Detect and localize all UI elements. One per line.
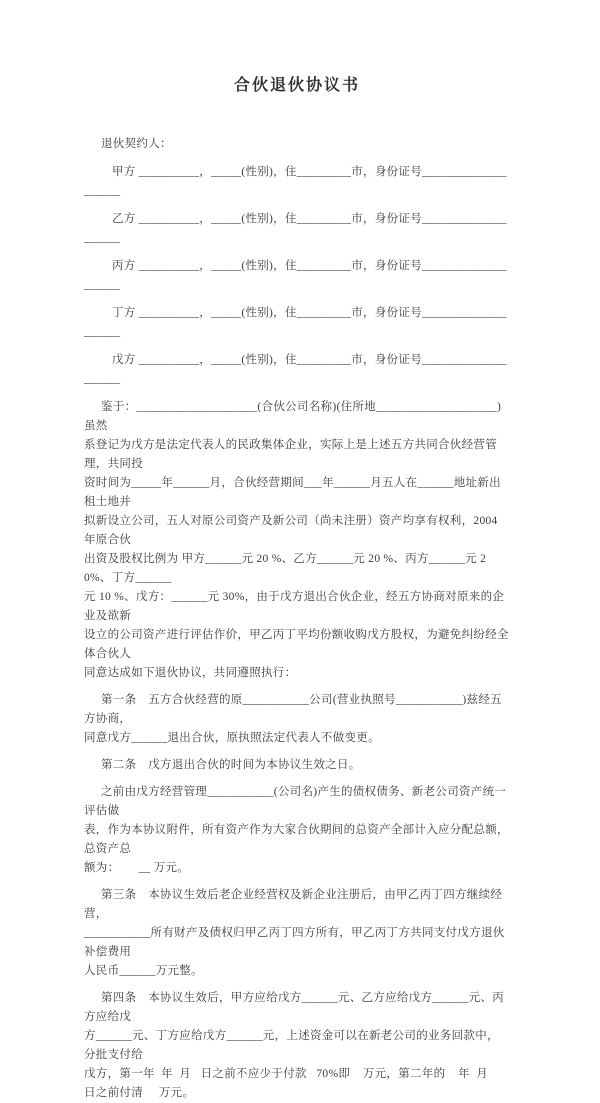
recitals-line: 拟新设立公司，五人对原公司资产及新公司（尚未注册）资产均享有权利，2004 年原合伙	[84, 515, 501, 546]
recitals-line: 元 10 %、戊方：______元 30%，由于戊方退出合伙企业，经五方协商对原来的企业及欲新	[84, 591, 505, 622]
clause-4-line: 日之前付清 万元。	[84, 1087, 195, 1099]
clause-2-line: 第二条 戊方退出合伙的时间为本协议生效之日。	[101, 759, 361, 771]
recitals-line: 系登记为戊方是法定代表人的民政集体企业，实际上是上述五方共同合伙经营管理，共同投	[84, 439, 497, 470]
clause-3-line: 第三条 本协议生效后老企业经营权及新企业注册后，由甲乙丙丁四方继续经营，	[84, 889, 503, 920]
recitals-line: 资时间为_____年______月，合伙经营期间___年______月五人在______地址新出租土地并	[84, 477, 501, 508]
clause-3-line: ___________所有财产及债权归甲乙丙丁四方所有，甲乙丙丁方共同支付戊方退伙补偿费用	[84, 927, 505, 958]
clause-2-annex-line: 额为： __ 万元。	[84, 862, 190, 874]
clause-2-annex-paragraph	[84, 783, 510, 878]
recitals-line: 设立的公司资产进行评估作价，甲乙丙丁平均份额收购戊方股权，为避免纠纷经全体合伙人	[84, 629, 509, 660]
clause-1-paragraph	[84, 691, 510, 748]
party-line-b: 乙方 __________，_____(性别)，住_________市，身份证号____________________	[84, 213, 507, 244]
recitals-line: 鉴于：____________________(合伙公司名称)(住所地____________________)虽然	[84, 401, 502, 432]
clause-2-annex-line: 之前由戊方经营管理___________(公司名)产生的债权债务、新老公司资产统一评估做	[84, 786, 507, 817]
clause-4-paragraph	[84, 989, 510, 1103]
document-title: 合伙退伙协议书	[233, 77, 360, 94]
intro-line: 退伙契约人：	[101, 138, 172, 150]
party-line-d: 丁方 __________，_____(性别)，住_________市，身份证号____________________	[84, 307, 507, 338]
clause-2-paragraph	[84, 756, 510, 775]
party-line-c: 丙方 __________，_____(性别)，住_________市，身份证号____________________	[84, 260, 507, 291]
clause-4-line: 戊方，第一年 年 月 日之前不应少于付款 70%即 万元，第二年的 年 月	[84, 1068, 489, 1080]
clause-4-line: 方______元、丁方应给戊方______元，上述资金可以在新老公司的业务回款中，分批支付给	[84, 1030, 499, 1061]
clause-3-line: 人民币______万元整。	[84, 965, 203, 977]
parties-section	[84, 163, 510, 389]
recitals-line: 同意达成如下退伙协议，共同遵照执行：	[84, 667, 297, 679]
party-line-e: 戊方 __________，_____(性别)，住_________市，身份证号____________________	[84, 354, 507, 385]
recitals-paragraph	[84, 398, 510, 683]
recitals-line: 出资及股权比例为 甲方______元 20 %、乙方______元 20 %、丙方______元 20%、丁方______	[84, 553, 487, 584]
clause-2-annex-line: 表，作为本协议附件，所有资产作为大家合伙期间的总资产全部计入应分配总额，总资产总	[84, 824, 509, 855]
clause-1-line: 第一条 五方合伙经营的原___________公司(营业执照号___________)兹经五方协商，	[84, 694, 502, 725]
party-line-a: 甲方 __________，_____(性别)，住_________市，身份证号____________________	[84, 166, 507, 197]
clause-1-line: 同意戊方______退出合伙，原执照法定代表人不做变更。	[84, 732, 380, 744]
clause-4-line: 第四条 本协议生效后，甲方应给戊方______元、乙方应给戊方______元、丙方应给戊	[84, 992, 504, 1023]
clause-3-paragraph	[84, 886, 510, 981]
